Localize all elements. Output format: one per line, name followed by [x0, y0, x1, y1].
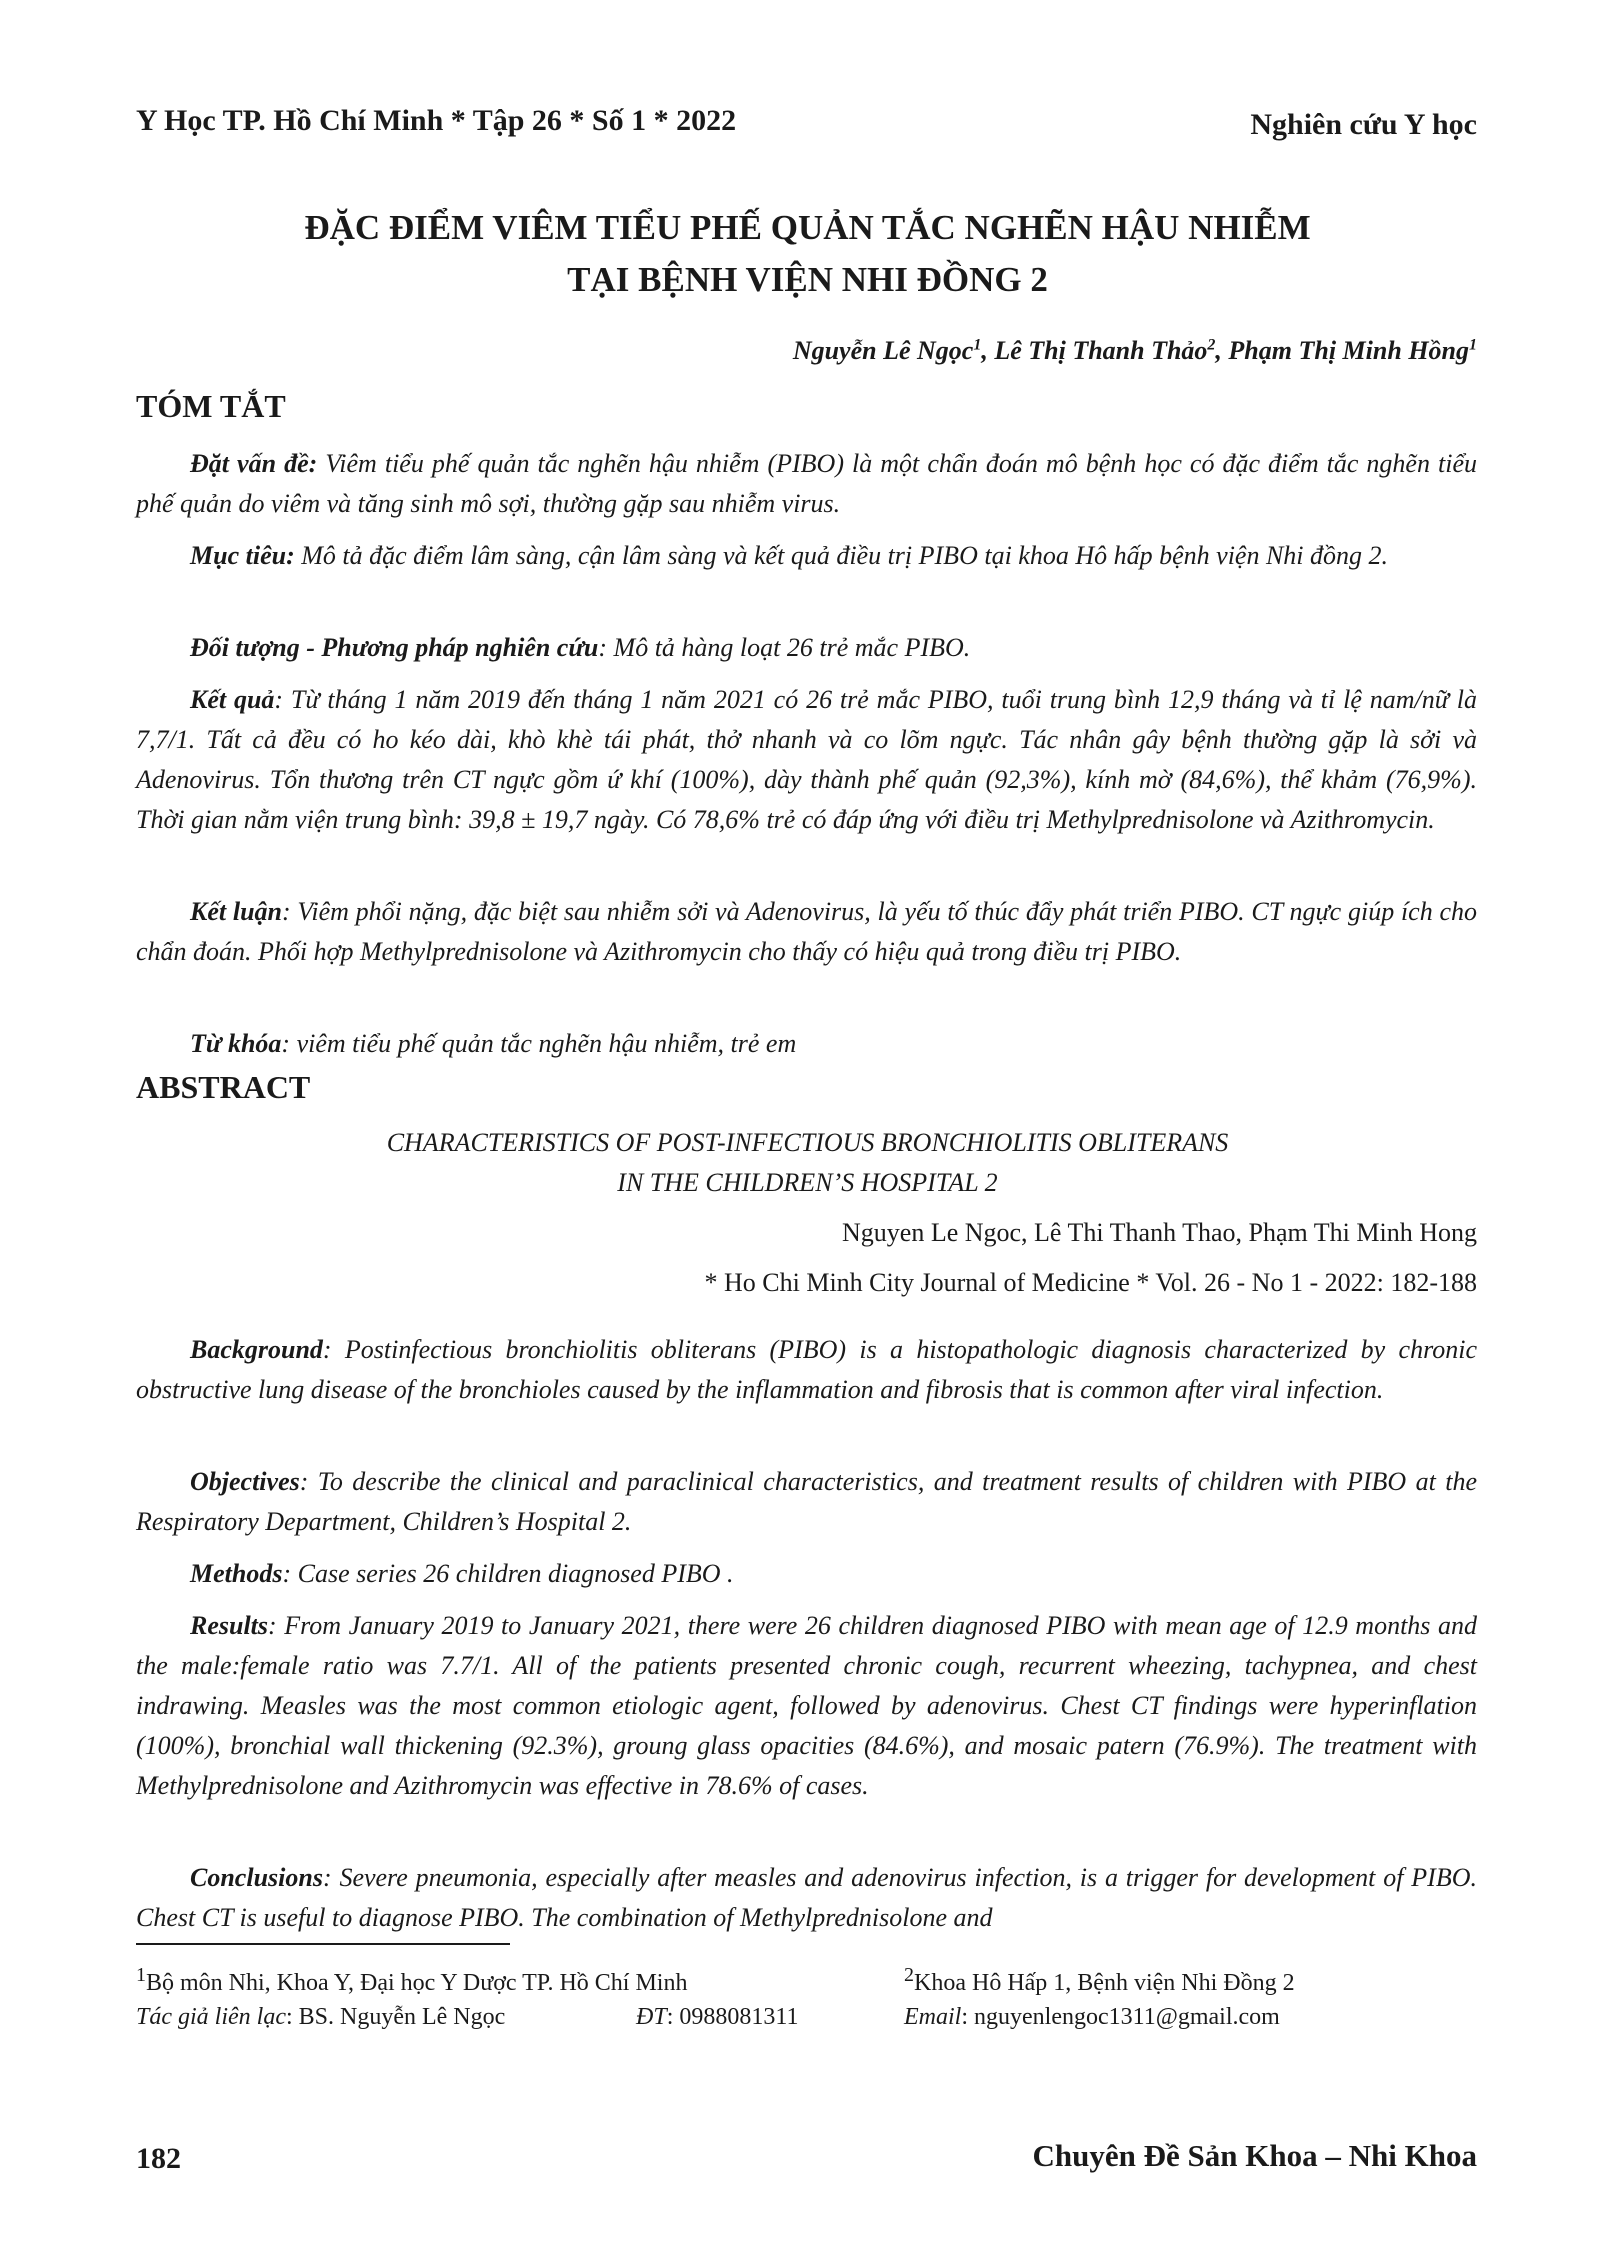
affiliation-1-text: Bộ môn Nhi, Khoa Y, Đại học Y Dược TP. Hồ Chí Minh	[146, 1970, 688, 1996]
author-2-affil: 2	[1207, 336, 1216, 354]
abstract-objectives-label: Objectives	[190, 1467, 300, 1496]
phone-label: ĐT	[636, 2004, 667, 2030]
english-title-line-1: CHARACTERISTICS OF POST-INFECTIOUS BRONCHIOLITIS OBLITERANS	[386, 1128, 1229, 1157]
tomtat-results-text: : Từ tháng 1 năm 2019 đến tháng 1 năm 2021 có 26 trẻ mắc PIBO, tuổi trung bình 12,9 tháng và tỉ lệ nam/nữ là 7,7/1. Tất cả đều có ho kéo dài, khò khè tái phát, thở nhanh và co lõm ngực. Tác nhân gây bệnh thường gặp là sởi và Adenovirus. Tổn thương trên CT ngực gồm ứ khí (100%), dày thành phế quản (92,3%), kính mờ (84,6%), thể khảm (76,9%). Thời gian nằm viện trung bình: 39,8 ± 19,7 ngày. Có 78,6% trẻ có đáp ứng với điều trị Methylprednisolone và Azithromycin.	[136, 685, 1477, 834]
journal-section: Chuyên Đề Sản Khoa – Nhi Khoa	[1032, 2138, 1477, 2173]
tomtat-results	[136, 680, 1477, 840]
abstract-conclusions-text: : Severe pneumonia, especially after measles and adenovirus infection, is a trigger for development of PIBO. Chest CT is useful to diagnose PIBO. The combination of Methylprednisolone and	[136, 1863, 1477, 1932]
tomtat-methods-text: : Mô tả hàng loạt 26 trẻ mắc PIBO.	[598, 633, 971, 662]
tomtat-keywords-label: Từ khóa	[190, 1029, 282, 1058]
author-1-affil: 1	[973, 336, 982, 354]
author-3: Phạm Thị Minh Hồng	[1228, 336, 1469, 365]
abstract-background-text: : Postinfectious bronchiolitis obliterans (PIBO) is a histopathologic diagnosis characterized by chronic obstructive lung disease of the bronchioles caused by the inflammation and fibrosis that is common after viral infection.	[136, 1335, 1477, 1404]
article-title-line-1: ĐẶC ĐIỂM VIÊM TIỂU PHẾ QUẢN TẮC NGHẼN HẬU NHIỄM	[304, 208, 1311, 247]
abstract-results-text: : From January 2019 to January 2021, there were 26 children diagnosed PIBO with mean age of 12.9 months and the male:female ratio was 7.7/1. All of the patients presented chronic cough, recurrent wheezing, tachypnea, and chest indrawing. Measles was the most common etiologic agent, followed by adenovirus. Chest CT findings were hyperinflation (100%), bronchial wall thickening (92.3%), groung glass opacities (84.6%), and mosaic patern (76.9%). The treatment with Methylprednisolone and Azithromycin was effective in 78.6% of cases.	[136, 1611, 1477, 1800]
page-number: 182	[136, 2142, 181, 2175]
abstract-methods-label: Methods	[190, 1559, 283, 1588]
author-2: Lê Thị Thanh Thảo	[994, 336, 1208, 365]
tomtat-objectives	[136, 536, 1477, 576]
abstract-results-label: Results	[190, 1611, 269, 1640]
tomtat-conclusions-label: Kết luận	[190, 897, 283, 926]
abstract-conclusions	[136, 1858, 1477, 1938]
corresponding-author-value: : BS. Nguyễn Lê Ngọc	[285, 2004, 506, 2030]
email-value: : nguyenlengoc1311@gmail.com	[961, 2004, 1280, 2030]
tomtat-keywords-text: : viêm tiểu phế quản tắc nghẽn hậu nhiễm, trẻ em	[281, 1029, 797, 1058]
tomtat-keywords	[136, 1024, 1477, 1064]
abstract-conclusions-label: Conclusions	[190, 1863, 323, 1892]
tomtat-background	[136, 444, 1477, 524]
running-header-left: Y Học TP. Hồ Chí Minh * Tập 26 * Số 1 * 2022	[136, 104, 737, 137]
corresponding-author	[136, 2004, 505, 2031]
affiliation-1	[136, 1964, 687, 1997]
abstract-methods	[136, 1554, 1477, 1594]
phone-value: : 0988081311	[666, 2004, 799, 2030]
abstract-objectives-text: : To describe the clinical and paraclinical characteristics, and treatment results of children with PIBO at the Respiratory Department, Children’s Hospital 2.	[136, 1467, 1477, 1536]
tomtat-methods	[136, 628, 1477, 668]
authors-vietnamese	[793, 336, 1477, 366]
abstract-background-label: Background	[190, 1335, 323, 1364]
abstract-background	[136, 1330, 1477, 1410]
tomtat-background-label: Đặt vấn đề:	[190, 449, 318, 478]
abstract-objectives	[136, 1462, 1477, 1542]
article-title-line-2: TẠI BỆNH VIỆN NHI ĐỒNG 2	[567, 260, 1048, 299]
affiliation-1-marker: 1	[136, 1964, 146, 1986]
affiliation-2-text: Khoa Hô Hấp 1, Bệnh viện Nhi Đồng 2	[914, 1970, 1295, 1996]
phone	[636, 2004, 798, 2031]
section-heading-abstract: ABSTRACT	[136, 1069, 311, 1105]
email	[904, 2004, 1280, 2031]
author-sep-2: ,	[1215, 336, 1229, 365]
tomtat-conclusions-text: : Viêm phổi nặng, đặc biệt sau nhiễm sởi và Adenovirus, là yếu tố thúc đẩy phát triển PIBO. CT ngực giúp ích cho chẩn đoán. Phối hợp Methylprednisolone và Azithromycin cho thấy có hiệu quả trong điều trị PIBO.	[136, 897, 1478, 966]
journal-citation: * Ho Chi Minh City Journal of Medicine * Vol. 26 - No 1 - 2022: 182-188	[704, 1268, 1477, 1297]
running-header-right: Nghiên cứu Y học	[1250, 108, 1477, 141]
abstract-results	[136, 1606, 1477, 1806]
section-heading-tomtat: TÓM TẮT	[136, 388, 286, 424]
tomtat-results-label: Kết quả	[190, 685, 275, 714]
footnote-divider	[136, 1943, 510, 1945]
tomtat-background-text: Viêm tiểu phế quản tắc nghẽn hậu nhiễm (PIBO) là một chẩn đoán mô bệnh học có đặc điểm tắc nghẽn tiểu phế quản do viêm và tăng sinh mô sợi, thường gặp sau nhiễm virus.	[136, 449, 1477, 518]
authors-english: Nguyen Le Ngoc, Lê Thi Thanh Thao, Phạm Thi Minh Hong	[842, 1218, 1477, 1247]
english-title-line-2: IN THE CHILDREN’S HOSPITAL 2	[617, 1168, 998, 1197]
email-label: Email	[904, 2004, 962, 2030]
tomtat-methods-label: Đối tượng - Phương pháp nghiên cứu	[190, 633, 599, 662]
tomtat-conclusions	[136, 892, 1477, 972]
affiliation-2-marker: 2	[904, 1964, 914, 1986]
abstract-methods-text: : Case series 26 children diagnosed PIBO .	[282, 1559, 734, 1588]
author-3-affil: 1	[1469, 336, 1477, 354]
corresponding-author-label: Tác giả liên lạc	[136, 2004, 286, 2030]
affiliation-2	[904, 1964, 1295, 1997]
author-sep-1: ,	[981, 336, 995, 365]
tomtat-objectives-text: Mô tả đặc điểm lâm sàng, cận lâm sàng và kết quả điều trị PIBO tại khoa Hô hấp bệnh viện Nhi đồng 2.	[294, 541, 1389, 570]
author-1: Nguyễn Lê Ngọc	[792, 336, 974, 365]
tomtat-objectives-label: Mục tiêu:	[190, 541, 295, 570]
